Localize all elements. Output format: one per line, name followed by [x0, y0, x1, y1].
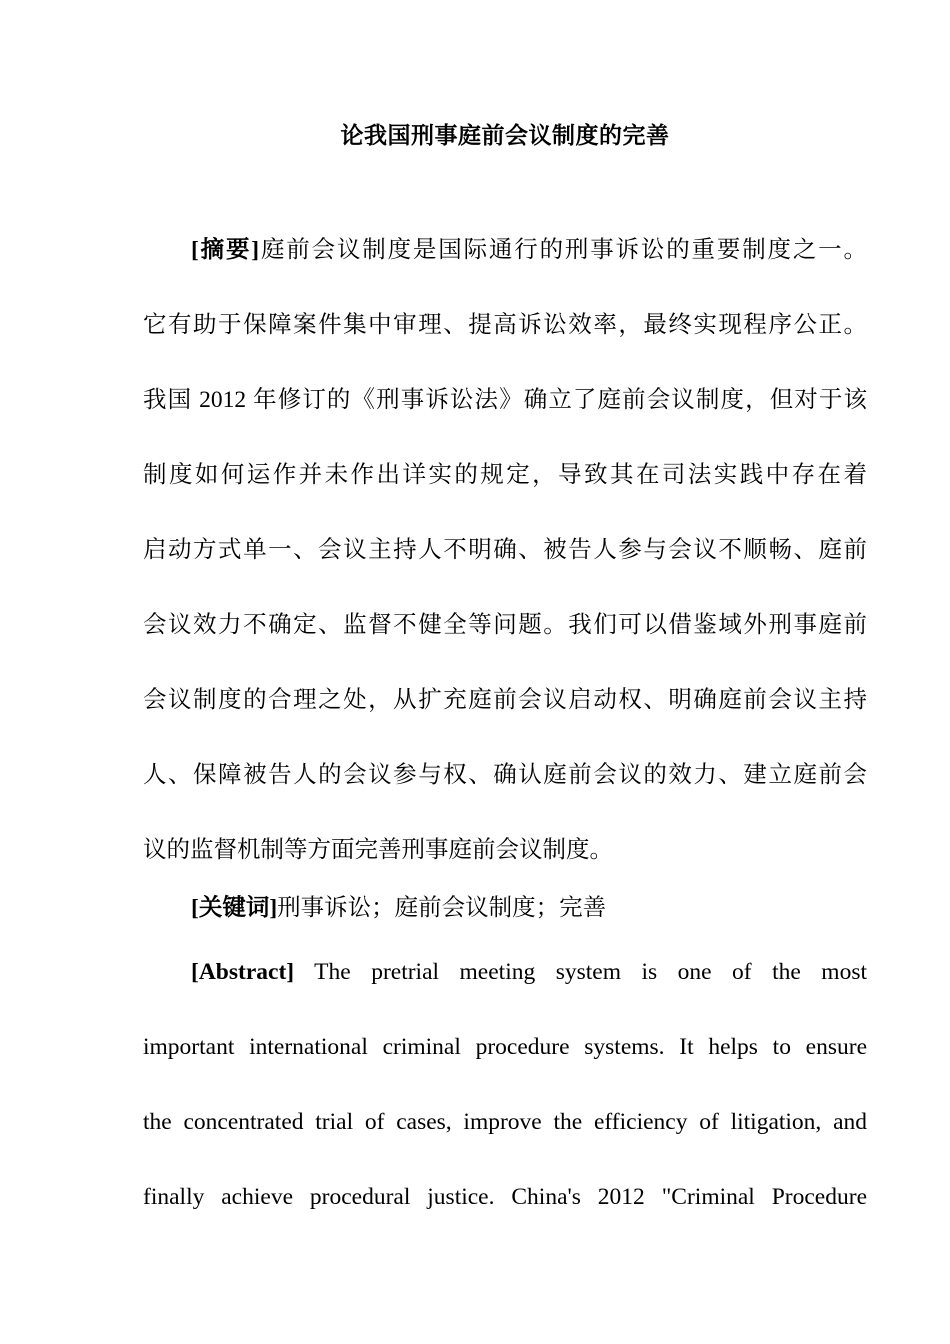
- english-abstract: [143, 954, 867, 1254]
- abstract-line: 它有助于保障案件集中审理、提高诉讼效率，最终实现程序公正。: [143, 312, 867, 338]
- abstract-en-line: important international criminal procedure systems. It helps to ensure: [143, 1034, 867, 1060]
- abstract-label: [摘要]: [191, 237, 260, 263]
- abstract-line: 我国 2012 年修订的《刑事诉讼法》确立了庭前会议制度，但对于该: [143, 387, 867, 413]
- keywords-text: 刑事诉讼；庭前会议制度；完善: [277, 895, 607, 921]
- chinese-keywords: [191, 890, 606, 926]
- abstract-line: 启动方式单一、会议主持人不明确、被告人参与会议不顺畅、庭前: [143, 537, 867, 563]
- abstract-line: 议的监督机制等方面完善刑事庭前会议制度。: [143, 837, 613, 863]
- abstract-line: 会议效力不确定、监督不健全等问题。我们可以借鉴域外刑事庭前: [143, 612, 867, 638]
- document-title: 论我国刑事庭前会议制度的完善: [340, 123, 670, 148]
- abstract-text: 庭前会议制度是国际通行的刑事诉讼的重要制度之一。: [259, 237, 868, 263]
- abstract-line: 人、保障被告人的会议参与权、确认庭前会议的效力、建立庭前会: [143, 762, 867, 788]
- abstract-en-text: The pretrial meeting system is one of the most: [294, 959, 867, 985]
- chinese-abstract: [143, 232, 867, 907]
- abstract-en-line: finally achieve procedural justice. China's 2012 "Criminal Procedure: [143, 1184, 867, 1210]
- abstract-en-line: the concentrated trial of cases, improve the efficiency of litigation, and: [143, 1109, 867, 1135]
- abstract-line: 会议制度的合理之处，从扩充庭前会议启动权、明确庭前会议主持: [143, 687, 867, 713]
- abstract-line: [143, 232, 867, 307]
- keywords-label: [关键词]: [191, 895, 278, 921]
- abstract-en-line: [143, 954, 867, 1029]
- abstract-line: 制度如何运作并未作出详实的规定，导致其在司法实践中存在着: [143, 462, 867, 488]
- abstract-en-label: [Abstract]: [191, 959, 295, 985]
